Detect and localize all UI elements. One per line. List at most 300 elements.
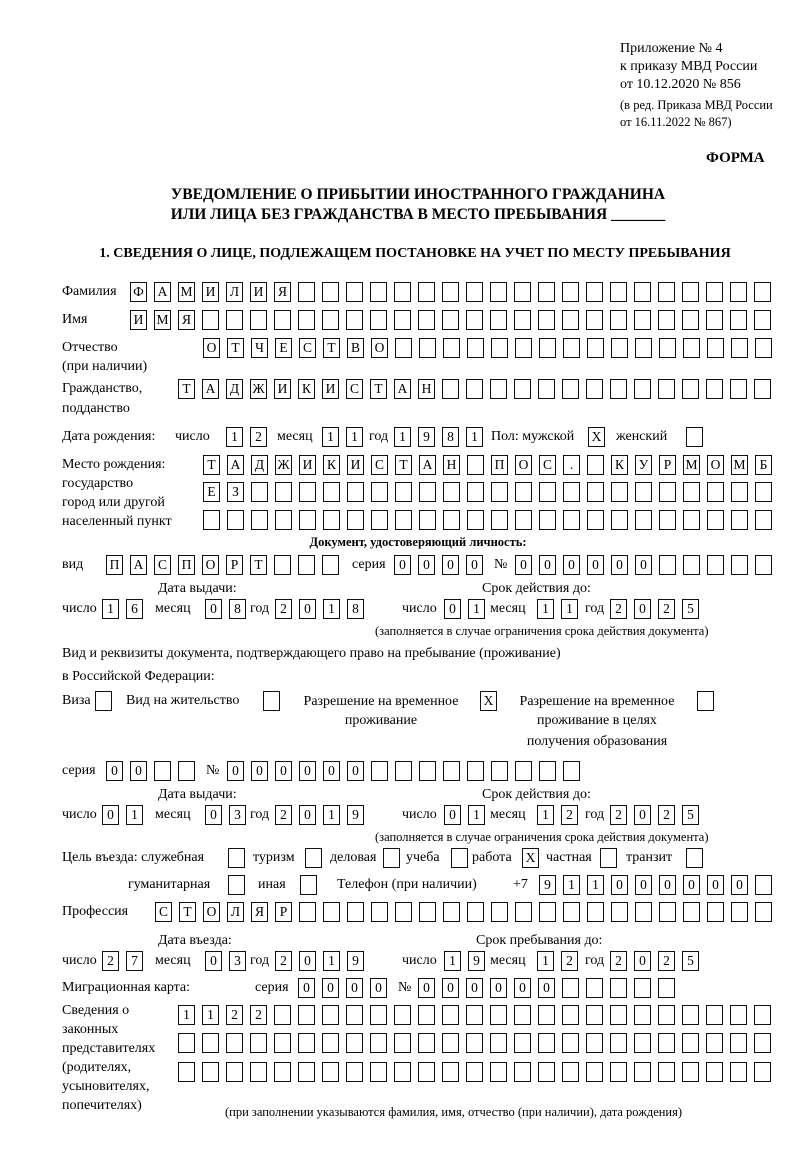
char-cell[interactable]: [562, 1005, 579, 1025]
char-cell[interactable]: С: [299, 338, 316, 358]
char-cell[interactable]: П: [178, 555, 195, 575]
char-cell[interactable]: С: [154, 555, 171, 575]
char-cell[interactable]: [515, 761, 532, 781]
char-cell[interactable]: [587, 455, 604, 475]
char-cell[interactable]: [418, 1005, 435, 1025]
char-cell[interactable]: И: [130, 310, 147, 330]
char-cell[interactable]: [755, 482, 772, 502]
char-cell[interactable]: [226, 1033, 243, 1053]
char-cell[interactable]: [610, 1062, 627, 1082]
char-cell[interactable]: Ф: [130, 282, 147, 302]
char-cell[interactable]: [707, 338, 724, 358]
char-cell[interactable]: [490, 379, 507, 399]
char-cell[interactable]: [697, 691, 714, 711]
char-cell[interactable]: 0: [731, 875, 748, 895]
char-cell[interactable]: [634, 1005, 651, 1025]
char-cell[interactable]: [730, 1005, 747, 1025]
char-cell[interactable]: [298, 310, 315, 330]
char-cell[interactable]: [418, 1033, 435, 1053]
char-cell[interactable]: [394, 1033, 411, 1053]
char-cell[interactable]: [370, 310, 387, 330]
char-cell[interactable]: 0: [683, 875, 700, 895]
char-cell[interactable]: [587, 338, 604, 358]
char-cell[interactable]: [323, 482, 340, 502]
char-cell[interactable]: [730, 1062, 747, 1082]
char-cell[interactable]: У: [635, 455, 652, 475]
char-cell[interactable]: 1: [126, 805, 143, 825]
char-cell[interactable]: Т: [250, 555, 267, 575]
char-cell[interactable]: [226, 1062, 243, 1082]
char-cell[interactable]: 0: [444, 805, 461, 825]
char-cell[interactable]: [466, 379, 483, 399]
char-cell[interactable]: С: [155, 902, 172, 922]
char-cell[interactable]: X: [480, 691, 497, 711]
char-cell[interactable]: [443, 338, 460, 358]
char-cell[interactable]: [322, 1033, 339, 1053]
char-cell[interactable]: 0: [707, 875, 724, 895]
char-cell[interactable]: [755, 510, 772, 530]
char-cell[interactable]: [562, 978, 579, 998]
char-cell[interactable]: А: [202, 379, 219, 399]
char-cell[interactable]: [634, 1062, 651, 1082]
char-cell[interactable]: 1: [346, 427, 363, 447]
char-cell[interactable]: [347, 510, 364, 530]
char-cell[interactable]: 1: [102, 599, 119, 619]
char-cell[interactable]: [467, 338, 484, 358]
char-cell[interactable]: [443, 482, 460, 502]
char-cell[interactable]: [658, 1005, 675, 1025]
char-cell[interactable]: [490, 1005, 507, 1025]
char-cell[interactable]: [634, 282, 651, 302]
char-cell[interactable]: 0: [299, 761, 316, 781]
char-cell[interactable]: [418, 1062, 435, 1082]
char-cell[interactable]: [730, 282, 747, 302]
char-cell[interactable]: 1: [322, 427, 339, 447]
char-cell[interactable]: П: [491, 455, 508, 475]
char-cell[interactable]: [299, 510, 316, 530]
char-cell[interactable]: 1: [226, 427, 243, 447]
char-cell[interactable]: О: [203, 338, 220, 358]
char-cell[interactable]: [442, 1062, 459, 1082]
char-cell[interactable]: [298, 1062, 315, 1082]
char-cell[interactable]: Е: [275, 338, 292, 358]
char-cell[interactable]: [754, 282, 771, 302]
char-cell[interactable]: П: [106, 555, 123, 575]
char-cell[interactable]: [274, 1033, 291, 1053]
char-cell[interactable]: [706, 1005, 723, 1025]
char-cell[interactable]: 0: [227, 761, 244, 781]
char-cell[interactable]: [658, 1033, 675, 1053]
char-cell[interactable]: [539, 338, 556, 358]
char-cell[interactable]: Р: [659, 455, 676, 475]
char-cell[interactable]: [731, 510, 748, 530]
char-cell[interactable]: К: [323, 455, 340, 475]
char-cell[interactable]: 0: [634, 599, 651, 619]
char-cell[interactable]: 8: [229, 599, 246, 619]
char-cell[interactable]: [419, 482, 436, 502]
char-cell[interactable]: [659, 902, 676, 922]
char-cell[interactable]: [686, 427, 703, 447]
char-cell[interactable]: А: [419, 455, 436, 475]
char-cell[interactable]: Т: [178, 379, 195, 399]
char-cell[interactable]: [730, 379, 747, 399]
char-cell[interactable]: 1: [537, 951, 554, 971]
char-cell[interactable]: 2: [102, 951, 119, 971]
char-cell[interactable]: [490, 310, 507, 330]
char-cell[interactable]: [442, 379, 459, 399]
char-cell[interactable]: Л: [226, 282, 243, 302]
char-cell[interactable]: [562, 1062, 579, 1082]
char-cell[interactable]: [515, 338, 532, 358]
char-cell[interactable]: [731, 902, 748, 922]
char-cell[interactable]: [443, 510, 460, 530]
char-cell[interactable]: 5: [682, 599, 699, 619]
char-cell[interactable]: 0: [418, 555, 435, 575]
char-cell[interactable]: [443, 902, 460, 922]
char-cell[interactable]: [634, 310, 651, 330]
char-cell[interactable]: [754, 310, 771, 330]
char-cell[interactable]: Ж: [275, 455, 292, 475]
char-cell[interactable]: 1: [563, 875, 580, 895]
char-cell[interactable]: [95, 691, 112, 711]
char-cell[interactable]: [154, 761, 171, 781]
char-cell[interactable]: [419, 510, 436, 530]
char-cell[interactable]: [250, 310, 267, 330]
char-cell[interactable]: [754, 1033, 771, 1053]
char-cell[interactable]: [682, 282, 699, 302]
char-cell[interactable]: О: [371, 338, 388, 358]
char-cell[interactable]: [635, 482, 652, 502]
char-cell[interactable]: Р: [275, 902, 292, 922]
char-cell[interactable]: 0: [205, 599, 222, 619]
char-cell[interactable]: [658, 1062, 675, 1082]
char-cell[interactable]: О: [707, 455, 724, 475]
char-cell[interactable]: [635, 902, 652, 922]
char-cell[interactable]: И: [202, 282, 219, 302]
char-cell[interactable]: [586, 1062, 603, 1082]
char-cell[interactable]: [706, 1062, 723, 1082]
char-cell[interactable]: Д: [226, 379, 243, 399]
char-cell[interactable]: [394, 1005, 411, 1025]
char-cell[interactable]: 0: [130, 761, 147, 781]
char-cell[interactable]: [610, 310, 627, 330]
char-cell[interactable]: [683, 510, 700, 530]
char-cell[interactable]: [275, 510, 292, 530]
char-cell[interactable]: [298, 282, 315, 302]
char-cell[interactable]: [755, 338, 772, 358]
char-cell[interactable]: [178, 1033, 195, 1053]
char-cell[interactable]: [490, 1033, 507, 1053]
char-cell[interactable]: [707, 902, 724, 922]
char-cell[interactable]: В: [347, 338, 364, 358]
char-cell[interactable]: 2: [250, 427, 267, 447]
char-cell[interactable]: 1: [466, 427, 483, 447]
char-cell[interactable]: 2: [658, 951, 675, 971]
char-cell[interactable]: [587, 482, 604, 502]
char-cell[interactable]: 1: [323, 951, 340, 971]
char-cell[interactable]: 0: [299, 805, 316, 825]
char-cell[interactable]: [731, 482, 748, 502]
char-cell[interactable]: [370, 282, 387, 302]
char-cell[interactable]: 2: [610, 805, 627, 825]
char-cell[interactable]: [227, 510, 244, 530]
char-cell[interactable]: 0: [347, 761, 364, 781]
char-cell[interactable]: 1: [537, 805, 554, 825]
char-cell[interactable]: [730, 1033, 747, 1053]
char-cell[interactable]: [370, 1062, 387, 1082]
char-cell[interactable]: 0: [299, 599, 316, 619]
char-cell[interactable]: [371, 482, 388, 502]
char-cell[interactable]: [563, 902, 580, 922]
char-cell[interactable]: [274, 1062, 291, 1082]
char-cell[interactable]: [659, 555, 676, 575]
char-cell[interactable]: [586, 1005, 603, 1025]
char-cell[interactable]: [346, 1005, 363, 1025]
char-cell[interactable]: 0: [587, 555, 604, 575]
char-cell[interactable]: [562, 379, 579, 399]
char-cell[interactable]: Т: [323, 338, 340, 358]
char-cell[interactable]: [539, 482, 556, 502]
char-cell[interactable]: [274, 555, 291, 575]
char-cell[interactable]: 2: [658, 599, 675, 619]
char-cell[interactable]: [658, 379, 675, 399]
char-cell[interactable]: [442, 1005, 459, 1025]
char-cell[interactable]: X: [522, 848, 539, 868]
char-cell[interactable]: 0: [370, 978, 387, 998]
char-cell[interactable]: 2: [275, 599, 292, 619]
char-cell[interactable]: [683, 338, 700, 358]
char-cell[interactable]: 0: [490, 978, 507, 998]
char-cell[interactable]: 0: [514, 978, 531, 998]
char-cell[interactable]: [658, 310, 675, 330]
char-cell[interactable]: Т: [395, 455, 412, 475]
char-cell[interactable]: [514, 310, 531, 330]
char-cell[interactable]: [298, 555, 315, 575]
char-cell[interactable]: [755, 875, 772, 895]
char-cell[interactable]: [683, 902, 700, 922]
char-cell[interactable]: [467, 902, 484, 922]
char-cell[interactable]: М: [178, 282, 195, 302]
char-cell[interactable]: [610, 282, 627, 302]
char-cell[interactable]: С: [539, 455, 556, 475]
char-cell[interactable]: [466, 282, 483, 302]
char-cell[interactable]: [263, 691, 280, 711]
char-cell[interactable]: [491, 902, 508, 922]
char-cell[interactable]: [611, 902, 628, 922]
char-cell[interactable]: Д: [251, 455, 268, 475]
char-cell[interactable]: [562, 1033, 579, 1053]
char-cell[interactable]: К: [298, 379, 315, 399]
char-cell[interactable]: [442, 310, 459, 330]
char-cell[interactable]: [538, 1005, 555, 1025]
char-cell[interactable]: 0: [444, 599, 461, 619]
char-cell[interactable]: [682, 1033, 699, 1053]
char-cell[interactable]: 0: [539, 555, 556, 575]
char-cell[interactable]: [466, 1005, 483, 1025]
char-cell[interactable]: [515, 510, 532, 530]
char-cell[interactable]: [587, 902, 604, 922]
char-cell[interactable]: [305, 848, 322, 868]
char-cell[interactable]: 2: [610, 599, 627, 619]
char-cell[interactable]: [202, 310, 219, 330]
char-cell[interactable]: [562, 282, 579, 302]
char-cell[interactable]: [466, 1062, 483, 1082]
char-cell[interactable]: [686, 848, 703, 868]
char-cell[interactable]: [178, 1062, 195, 1082]
char-cell[interactable]: [466, 310, 483, 330]
char-cell[interactable]: [228, 848, 245, 868]
char-cell[interactable]: X: [588, 427, 605, 447]
char-cell[interactable]: 8: [442, 427, 459, 447]
char-cell[interactable]: [491, 338, 508, 358]
char-cell[interactable]: 0: [251, 761, 268, 781]
char-cell[interactable]: [370, 1005, 387, 1025]
char-cell[interactable]: [467, 510, 484, 530]
char-cell[interactable]: [491, 510, 508, 530]
char-cell[interactable]: Н: [443, 455, 460, 475]
char-cell[interactable]: [228, 875, 245, 895]
char-cell[interactable]: 0: [442, 555, 459, 575]
char-cell[interactable]: 0: [442, 978, 459, 998]
char-cell[interactable]: [706, 1033, 723, 1053]
char-cell[interactable]: 1: [561, 599, 578, 619]
char-cell[interactable]: [658, 978, 675, 998]
char-cell[interactable]: 1: [537, 599, 554, 619]
char-cell[interactable]: Ж: [250, 379, 267, 399]
char-cell[interactable]: [683, 482, 700, 502]
char-cell[interactable]: 3: [229, 951, 246, 971]
char-cell[interactable]: 6: [126, 599, 143, 619]
char-cell[interactable]: [383, 848, 400, 868]
char-cell[interactable]: [418, 310, 435, 330]
char-cell[interactable]: [706, 379, 723, 399]
char-cell[interactable]: [586, 978, 603, 998]
char-cell[interactable]: [563, 510, 580, 530]
char-cell[interactable]: 0: [634, 951, 651, 971]
char-cell[interactable]: [707, 555, 724, 575]
char-cell[interactable]: 0: [611, 875, 628, 895]
char-cell[interactable]: [346, 310, 363, 330]
char-cell[interactable]: 2: [275, 805, 292, 825]
char-cell[interactable]: [562, 310, 579, 330]
char-cell[interactable]: А: [130, 555, 147, 575]
char-cell[interactable]: 0: [634, 805, 651, 825]
char-cell[interactable]: 7: [126, 951, 143, 971]
char-cell[interactable]: [347, 482, 364, 502]
char-cell[interactable]: [563, 761, 580, 781]
char-cell[interactable]: [682, 379, 699, 399]
char-cell[interactable]: [371, 510, 388, 530]
char-cell[interactable]: 0: [635, 875, 652, 895]
char-cell[interactable]: [707, 510, 724, 530]
char-cell[interactable]: [442, 282, 459, 302]
char-cell[interactable]: Н: [418, 379, 435, 399]
char-cell[interactable]: С: [371, 455, 388, 475]
char-cell[interactable]: Л: [227, 902, 244, 922]
char-cell[interactable]: [298, 1005, 315, 1025]
char-cell[interactable]: [347, 902, 364, 922]
char-cell[interactable]: 0: [102, 805, 119, 825]
char-cell[interactable]: 0: [635, 555, 652, 575]
char-cell[interactable]: [491, 482, 508, 502]
char-cell[interactable]: [658, 282, 675, 302]
char-cell[interactable]: И: [250, 282, 267, 302]
char-cell[interactable]: [563, 482, 580, 502]
char-cell[interactable]: 2: [610, 951, 627, 971]
char-cell[interactable]: А: [154, 282, 171, 302]
char-cell[interactable]: 2: [561, 951, 578, 971]
char-cell[interactable]: 0: [298, 978, 315, 998]
char-cell[interactable]: [467, 761, 484, 781]
char-cell[interactable]: И: [322, 379, 339, 399]
char-cell[interactable]: 2: [658, 805, 675, 825]
char-cell[interactable]: 0: [299, 951, 316, 971]
char-cell[interactable]: [514, 1033, 531, 1053]
char-cell[interactable]: 0: [205, 951, 222, 971]
char-cell[interactable]: [610, 379, 627, 399]
char-cell[interactable]: Я: [274, 282, 291, 302]
char-cell[interactable]: Т: [227, 338, 244, 358]
char-cell[interactable]: .: [563, 455, 580, 475]
char-cell[interactable]: Т: [179, 902, 196, 922]
char-cell[interactable]: И: [347, 455, 364, 475]
char-cell[interactable]: [539, 902, 556, 922]
char-cell[interactable]: М: [731, 455, 748, 475]
char-cell[interactable]: [538, 282, 555, 302]
char-cell[interactable]: [274, 310, 291, 330]
char-cell[interactable]: [634, 379, 651, 399]
char-cell[interactable]: [371, 902, 388, 922]
char-cell[interactable]: [395, 510, 412, 530]
char-cell[interactable]: [563, 338, 580, 358]
char-cell[interactable]: [539, 510, 556, 530]
char-cell[interactable]: Т: [203, 455, 220, 475]
char-cell[interactable]: Я: [251, 902, 268, 922]
char-cell[interactable]: 1: [468, 805, 485, 825]
char-cell[interactable]: 1: [394, 427, 411, 447]
char-cell[interactable]: [346, 1062, 363, 1082]
char-cell[interactable]: [587, 510, 604, 530]
char-cell[interactable]: [755, 902, 772, 922]
char-cell[interactable]: М: [154, 310, 171, 330]
char-cell[interactable]: [610, 978, 627, 998]
char-cell[interactable]: [371, 761, 388, 781]
char-cell[interactable]: [586, 1033, 603, 1053]
char-cell[interactable]: [490, 1062, 507, 1082]
char-cell[interactable]: [203, 510, 220, 530]
char-cell[interactable]: [635, 510, 652, 530]
char-cell[interactable]: 5: [682, 951, 699, 971]
char-cell[interactable]: А: [394, 379, 411, 399]
char-cell[interactable]: [467, 455, 484, 475]
char-cell[interactable]: [442, 1033, 459, 1053]
char-cell[interactable]: 1: [178, 1005, 195, 1025]
char-cell[interactable]: 1: [323, 599, 340, 619]
char-cell[interactable]: 2: [275, 951, 292, 971]
char-cell[interactable]: 0: [466, 978, 483, 998]
char-cell[interactable]: Я: [178, 310, 195, 330]
char-cell[interactable]: О: [203, 902, 220, 922]
char-cell[interactable]: [538, 1062, 555, 1082]
char-cell[interactable]: [322, 282, 339, 302]
char-cell[interactable]: 8: [347, 599, 364, 619]
char-cell[interactable]: [299, 482, 316, 502]
char-cell[interactable]: [394, 282, 411, 302]
char-cell[interactable]: [659, 482, 676, 502]
char-cell[interactable]: [682, 1005, 699, 1025]
char-cell[interactable]: [706, 282, 723, 302]
char-cell[interactable]: [394, 1062, 411, 1082]
